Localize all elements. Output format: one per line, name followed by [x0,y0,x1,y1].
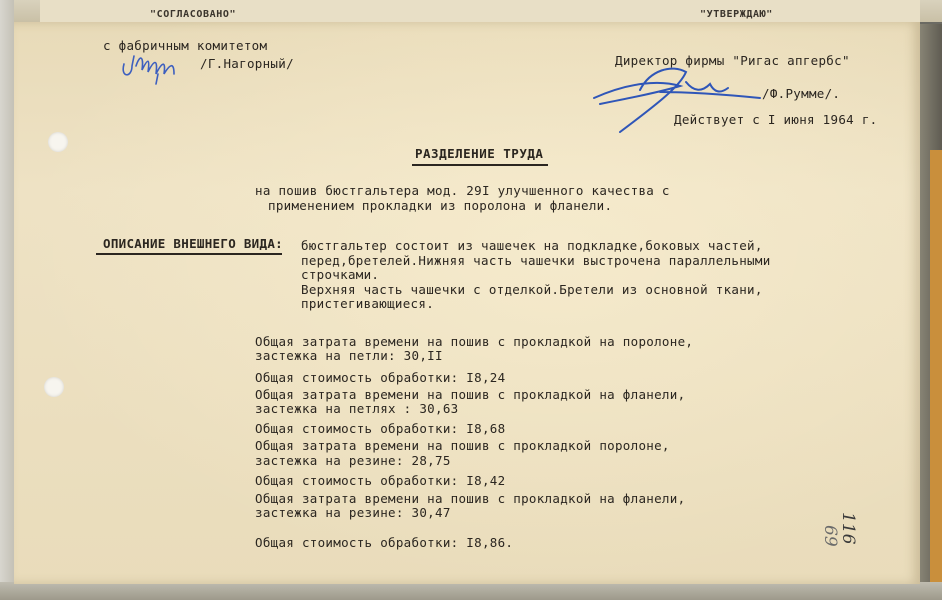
time-line: застежка на резине: 28,75 [255,453,451,468]
effective-date: Действует с I июня 1964 г. [674,112,878,127]
time-line: застежка на петлях : 30,63 [255,401,459,416]
description-underline [96,253,282,255]
punch-hole-bottom [44,377,64,397]
committee-signature [118,44,198,88]
director-name: /Ф.Румме/. [762,86,841,101]
time-line: Общая затрата времени на пошив с прокладкой на поролоне, [255,334,694,349]
description-line-2: перед,бретелей.Нижняя часть чашечки выстрочена параллельными [301,253,771,268]
title-underline [412,164,548,166]
time-line: застежка на резине: 30,47 [255,505,451,520]
subtitle-line-2: применением прокладки из поролона и фланели. [268,198,613,213]
cost-line: Общая стоимость обработки: I8,42 [255,473,506,488]
approval-stamp-right: "УТВЕРЖДАЮ" [700,9,773,20]
description-line-1: бюстгальтер состоит из чашечек на подкладке,боковых частей, [301,238,763,253]
cost-line: Общая стоимость обработки: I8,68 [255,421,506,436]
document-title: РАЗДЕЛЕНИЕ ТРУДА [415,146,544,161]
time-line: Общая затрата времени на пошив с прокладкой на фланели, [255,387,686,402]
cost-line: Общая стоимость обработки: I8,24 [255,370,506,385]
left-binder-strip [0,0,14,600]
folder-edge [930,150,942,600]
time-line: застежка на петли: 30,II [255,348,443,363]
punch-hole-top [48,132,68,152]
bottom-edge [0,582,942,600]
committee-line: с фабричным комитетом [103,38,268,53]
description-line-3: строчками. [301,267,380,282]
approval-stamp-left: "СОГЛАСОВАНО" [150,9,237,20]
director-line: Директор фирмы "Ригас апгербс" [615,53,850,68]
cost-line: Общая стоимость обработки: I8,86. [255,535,514,550]
description-line-4: Верхняя часть чашечки с отделкой.Бретели из основной ткани, [301,282,763,297]
director-signature [590,62,770,136]
archive-number-1: 116 [838,512,858,545]
committee-name: /Г.Нагорный/ [200,56,294,71]
time-line: Общая затрата времени на пошив с прокладкой поролоне, [255,438,670,453]
time-line: Общая затрата времени на пошив с прокладкой на фланели, [255,491,686,506]
archive-number-2: 69 [820,525,840,547]
description-line-5: пристегивающиеся. [301,296,435,311]
description-label: ОПИСАНИЕ ВНЕШНЕГО ВИДА: [103,236,283,251]
subtitle-line-1: на пошив бюстгальтера мод. 29I улучшенного качества с [255,183,670,198]
